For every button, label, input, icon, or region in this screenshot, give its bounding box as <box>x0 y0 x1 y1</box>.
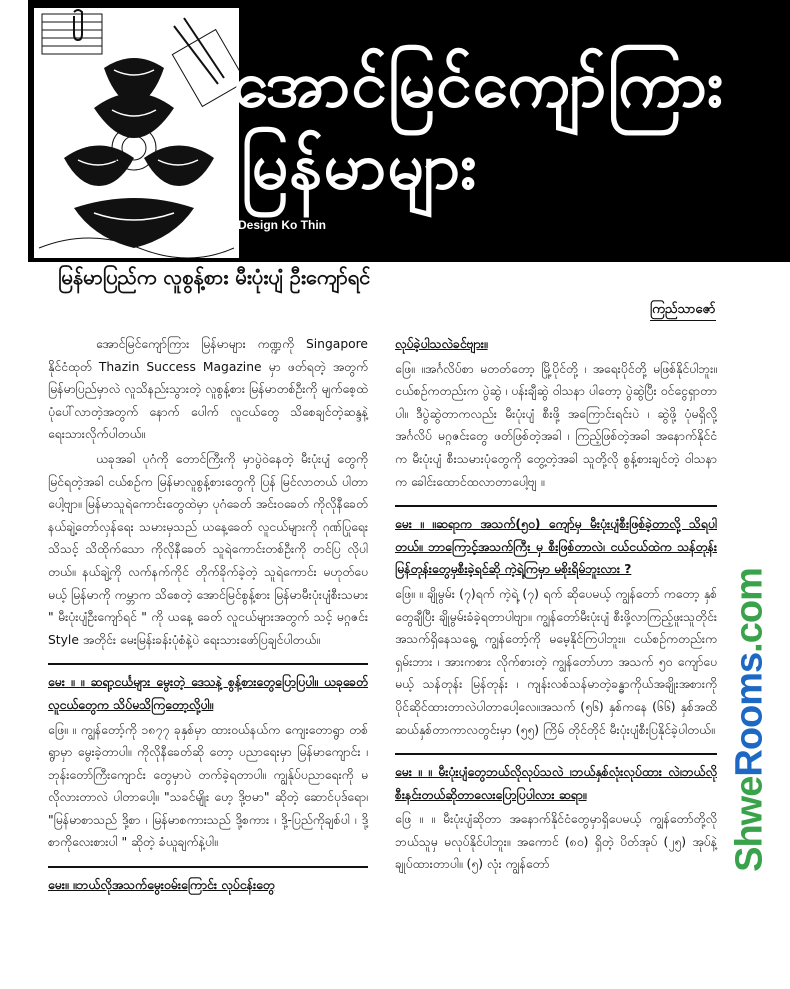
lotus-artwork <box>34 8 239 258</box>
banner-title-line1: အောင်မြင်ကျော်ကြား <box>233 48 725 122</box>
watermark-part2: Rooms <box>728 652 771 777</box>
left-column <box>48 333 368 899</box>
question: မေး ။ ။ ဆရာ့ငင်္ယများ မွေးတဲ့ ဒေသနဲ့ စွန့်စားတွေပြောပြပါ။ ယခုခေတ် လူငယ်တွေက သိပ်မသိကြတော့လို့ပါ။ <box>48 675 368 712</box>
qa-block <box>48 866 368 897</box>
answer: ဖြေ။ ။ ချိုမွမ်း (၇)ရက် ကဲ့ရဲ့ (၇) ရက် ဆိုပေမယ့် ကျွန်တော် ကတော့ နှစ်တွေချီပြီး ချိုမွမ်းခံခဲ့ရတာပါဗျာ။ ကျွန်တော်မီးပုံးပျံ စီးဖို့လာကြည့်ဖူးသူတိုင်း အသက်ရှိနေသရွေ့ ကျွန်တော့်ကို မမေ့နိုင်ကြပါဘူး။ ငယ်စဉ်ကတည်းက ရှမ်းဘား ၊ အားကစား လိုက်စားတဲ့ ကျွန်တော်ဟာ အသက် ၅၀ ကျော်ပေမယ့် သန်တုန်း မြန်တုန်း ၊ ကျန်းလစ်သန်မာတဲ့ခန္ဓာကိုယ်အချိုးအစားကို ပိုင်ဆိုင်ထားတာလဲပါတာပေါ့လေ။အသက် (၅၆) နှစ်ကနေ (၆၆) နှစ်အထိ ဆယ်နှစ်တာကာလတွင်းမှာ (၅၅) ကြိမ် တိုင်တိုင် မီးပုံးပျံစီးပြနိုင်ခဲ့ပါတယ်။ <box>395 586 717 737</box>
article-subtitle: မြန်မာပြည်က လူစွန့်စား မီးပုံးပျံ ဦးကျော်ရင် <box>58 265 371 289</box>
qa-block <box>48 663 368 854</box>
answer: ဖြေ ။ ။ မီးပုံးပျံဆိုတာ အနောက်နိုင်ငံတွေမှာရှိပေမယ့် ကျွန်တော်တို့လို ဘယ်သူမှ မလုပ်နိုင်ပါဘူး။ အကောင် (၈၀) ရှိတဲ့ ပိတ်အုပ် (၂၅) အုပ်နဲ့ ချုပ်ထားတာပါ။ (၅) လုံး ကျွန်တော် <box>395 812 717 872</box>
lotus-icon <box>34 8 239 258</box>
section-divider <box>48 663 368 665</box>
design-credit: Design Ko Thin <box>238 218 326 232</box>
shwerooms-watermark <box>720 568 780 872</box>
paragraph: ယခုအခါ ပုဂံကို တောင်ကြီးကို မှာပွဲဝဲနေတဲ့ မီးပုံးပျံ တွေကို မြင်ရတဲ့အခါ ငယ်စဉ်က မြန်မာလူစွန့်စားတွေကို ပြန် မြင်လာတယ် ပါတာပေါ့ဗျာ။ မြန်မာသူရဲကောင်းတွေထဲမှာ ပုဂံခေတ် အင်းဝခေတ် ကိုလိုနီခေတ် နယ်ချဲ့တော်လှန်ရေး သမားမှသည် ယနေ့ခေတ် လူငယ်များကို ဂုဏ်ပြုရေး သိသင့် သိထိုက်သော ကိုလိုနီခေတ် သူရဲကောင်းတစ်ဦးကို တင်ပြ လိုပါတယ်။ နယ်ချဲ့ကို လက်နက်ကိုင် တိုက်ခိုက်ခဲ့တဲ့ သူရဲကောင်း မဟုတ်ပေမယ့် မြန်မာကို ကမ္ဘာက သိစေတဲ့ အောင်မြင်စွန့်စား မြန်မာမီးပုံးပျံစီးသမား " မီးပုံးပျံဦးကျော်ရင် " ကို ယနေ့ ခေတ် လူငယ်များအတွက် သင့် မဂ္ဂဇင်း Style အတိုင်း မေးမြန်းခန်းပုံစံနဲ့ပဲ ရေးသားဖော်ပြချင်ပါတယ်။ <box>48 451 368 647</box>
question-continued: လုပ်ခဲ့ပါသလဲခင်ဗျား။ <box>395 337 488 351</box>
watermark-part1: Shwe <box>728 776 771 872</box>
right-column <box>395 333 717 878</box>
section-divider <box>48 866 368 868</box>
author-byline: ကြည်သာဇော် <box>650 301 716 321</box>
answer: ဖြေ။ ။အင်္ဂလိပ်စာ မတတ်တော့ မြို့ပိုင်တို့ ၊ အရေးပိုင်တို့ မဖြစ်နိုင်ပါဘူး။ ငယ်စဉ်ကတည်းက ပွဲဆွဲ ၊ ပန်းချီဆွဲ ဝါသနာ ပါတော့ ပွဲဆွဲပြီး ဝင်ငွေရှာတာပါ။ ဒီပွဲဆွဲတာကလည်း မီးပုံးပျံ စီးဖို့ အကြောင်းရင်းပဲ ၊ ဆွဲဖို့ ပုံမရှိလို့ အင်္ဂလိပ် မဂ္ဂဇင်းတွေ ဖတ်ဖြစ်တဲ့အခါ ၊ ကြည့်ဖြစ်တဲ့အခါ အနောက်နိုင်ငံက မီးပုံးပျံ စီးသမားပုံတွေကို တွေ့တဲ့အခါ သူတို့လို စွန့်စားချင်တဲ့ ဝါသနာက ခေါင်းထောင်ထလာတာပေါ့ဗျ ။ <box>395 361 717 489</box>
question: မေး။ ။ဘယ်လိုအသက်မွေးဝမ်းကြောင်း လုပ်ငန်းတွေ <box>48 878 275 893</box>
answer: ဖြေ။ ။ ကျွန်တော့်ကို ၁၈၇၇ ခုနှစ်မှာ ထားဝယ်နယ်က ကျေးတောရွာ တစ်ရွာမှာ မွေးခဲ့တာပါ။ ကိုလိုနီခေတ်ဆို တော့ ပညာရေးမှာ မြန်မာကျောင်း ၊ ဘုန်းတော်ကြီးကျောင်း တွေမှာပဲ တက်ခဲ့ရတာပါ။ ကျွန်ုပ်ပညာရေးကို မလိုလားတာလဲ ပါတာပေါ့။ "သခင်မျိုး ဟေ့ ဒို့ဗမာ" ဆိုတဲ့ ဆောင်ပုဒ်ရော၊ "မြန်မာစာသည် ဒို့စာ ၊ မြန်မာစကားသည် ဒို့စကား ၊ ဒို့-ပြည်ကိုချစ်ပါ ၊ ဒို့စာကိုလေးစားပါ " ဆိုတဲ့ ခံယူချက်နဲ့ပါ။ <box>48 722 368 850</box>
banner-title-line2: မြန်မာများ <box>241 130 478 204</box>
watermark-part3: .com <box>728 568 771 653</box>
paragraph: အောင်မြင်ကျော်ကြား မြန်မာများ ကဏ္ဍကို Singapore နိုင်ငံထုတ် Thazin Success Magazine မှာ ဖတ်ရတဲ့ အတွက် မြန်မာပြည်မှာလဲ လူသိနည်းသွားတဲ့ လူစွန့်စား မြန်မာတစ်ဦးကို မျက်စေ့ထဲ ပုံပေါ်လာတဲ့အတွက် နောက် ပေါက် လူငယ်တွေ သိစေချင်တဲ့ဆန္ဒနဲ့ ရေးသားလိုက်ပါတယ်။ <box>48 337 368 442</box>
question: မေး ။ ။ဆရာက အသက်(၅၀) ကျော်မှ မီးပုံးပျံစီးဖြစ်ခဲ့တာလို့ သိရပါတယ်။ ဘာကြောင့်အသက်ကြီး မှ စီးဖြစ်တာလဲ၊ ငယ်ငယ်ထဲက သန်တုန်း မြန်တုန်းတွေမှစီးခဲ့ရင်ဆို ကဲ့ရဲ့ကြမှာ မစိုးရိမ်ဘူးလား ? <box>395 517 717 577</box>
header-banner <box>28 0 790 262</box>
qa-block <box>395 753 717 876</box>
banner-title <box>233 44 778 208</box>
question: မေး ။ ။ မီးပုံးပျံတွေဘယ်လိုလုပ်သလဲ ၊ဘယ်နှစ်လုံးလုပ်ထား လဲ၊ဘယ်လိုစီးနင်းတယ်ဆိုတာလေးပြောပြပါလား ဆရာ။ <box>395 765 717 802</box>
section-divider <box>395 505 717 507</box>
qa-block <box>395 505 717 741</box>
section-divider <box>395 753 717 755</box>
watermark-text <box>729 568 772 872</box>
